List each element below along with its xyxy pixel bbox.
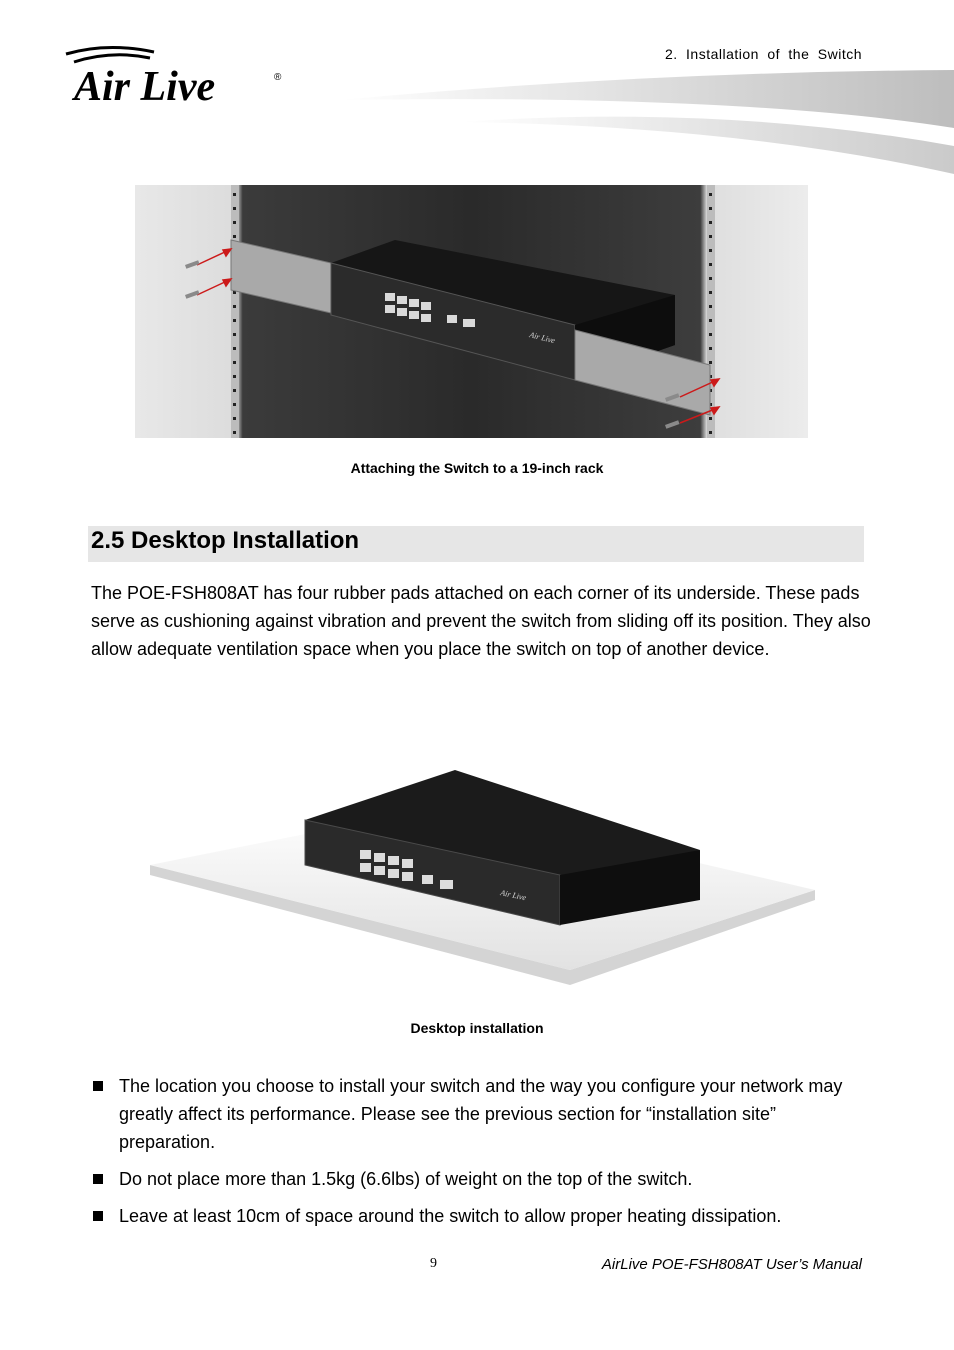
chapter-header: 2. Installation of the Switch <box>664 46 862 62</box>
section-paragraph: The POE-FSH808AT has four rubber pads attached on each corner of its underside. These pads serve as cushioning against vibration and prevent the switch from sliding off its position. They also allow adequate ventilation space when you place the switch on top of another device. <box>91 583 871 659</box>
bullet-square-icon <box>93 1081 103 1091</box>
bullet-square-icon <box>93 1174 103 1184</box>
header-swoosh-decoration <box>340 64 954 184</box>
registered-mark: ® <box>274 72 282 83</box>
logo-text: Air Live <box>74 64 216 110</box>
switch-brand-label-2: Air Live <box>499 888 527 903</box>
list-item-text: The location you choose to install your switch and the way you configure your network may greatly affect its performance. Please see the previous section for “installation site” preparation. <box>119 1076 843 1152</box>
section-title: 2.5 Desktop Installation <box>91 527 360 554</box>
bullet-square-icon <box>93 1211 103 1221</box>
list-item <box>91 1202 871 1230</box>
airlive-logo <box>62 40 292 110</box>
list-item <box>91 1072 871 1156</box>
list-item-text: Leave at least 10cm of space around the switch to allow proper heating dissipation. <box>119 1206 782 1226</box>
rack-mount-figure <box>135 185 808 438</box>
list-item <box>91 1165 871 1193</box>
installation-notes-list <box>91 1072 871 1239</box>
figure1-caption: Attaching the Switch to a 19-inch rack <box>350 460 604 476</box>
list-item-text: Do not place more than 1.5kg (6.6lbs) of weight on the top of the switch. <box>119 1169 693 1189</box>
manual-title: AirLive POE-FSH808AT User’s Manual <box>601 1256 862 1273</box>
figure2-caption: Desktop installation <box>410 1020 544 1036</box>
switch-brand-label: Air Live <box>528 330 556 346</box>
page-number: 9 <box>430 1256 437 1271</box>
desktop-install-figure <box>150 765 815 990</box>
